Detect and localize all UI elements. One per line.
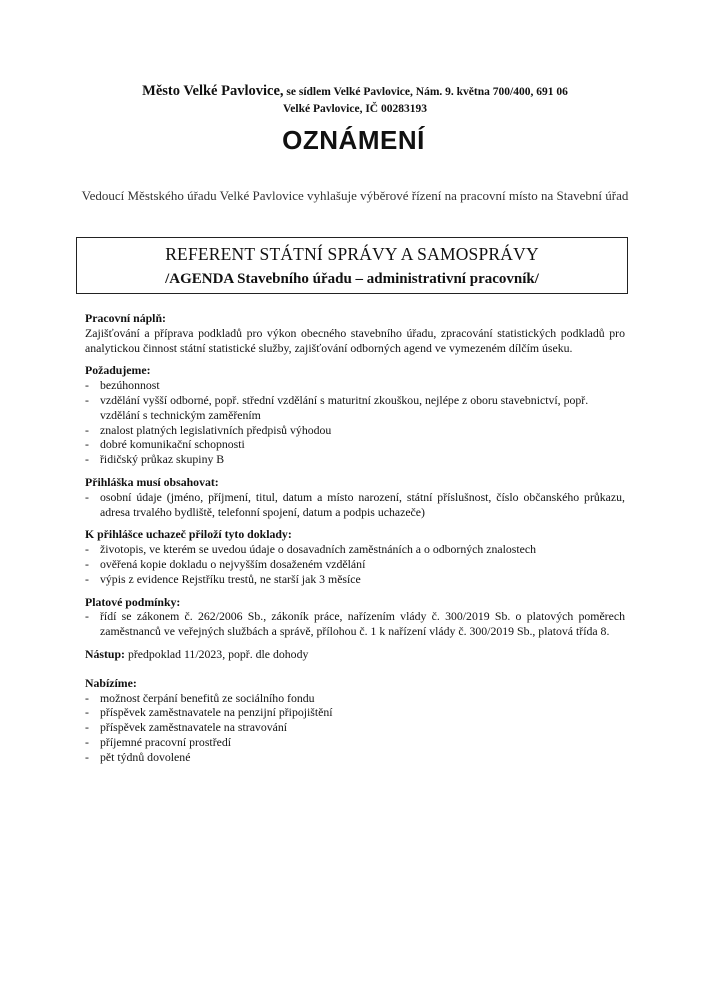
header-address: se sídlem Velké Pavlovice, Nám. 9. května 700/400, 691 06 bbox=[283, 86, 568, 98]
section-nastup bbox=[85, 647, 625, 662]
salary-list bbox=[85, 609, 625, 639]
requirements-list bbox=[85, 378, 625, 467]
intro-text: Vedoucí Městského úřadu Velké Pavlovice vyhlašuje výběrové řízení na pracovní místo na Stavební úřad bbox=[81, 188, 629, 203]
position-title: REFERENT STÁTNÍ SPRÁVY A SAMOSPRÁVY bbox=[165, 244, 539, 264]
section-heading: Pracovní náplň: bbox=[85, 311, 166, 325]
page-title: OZNÁMENÍ bbox=[282, 125, 425, 155]
content bbox=[85, 311, 625, 773]
list-item: - řidičský průkaz skupiny B bbox=[85, 452, 625, 467]
list-item: - příspěvek zaměstnavatele na penzijní připojištění bbox=[85, 705, 625, 720]
section-heading: K přihlášce uchazeč přiloží tyto doklady: bbox=[85, 527, 292, 542]
section-doklady bbox=[85, 527, 625, 586]
list-item: - osobní údaje (jméno, příjmení, titul, datum a místo narození, státní příslušnost, číslo občanského průkazu, adresa trvalého bydliště, telefonní spojení, datum a podpis uchazeče) bbox=[85, 490, 625, 520]
list-item: - příspěvek zaměstnavatele na stravování bbox=[85, 720, 625, 735]
position-subtitle: /AGENDA Stavebního úřadu – administrativní pracovník/ bbox=[165, 271, 539, 287]
documents-list bbox=[85, 542, 625, 586]
header-line-1 bbox=[60, 84, 650, 100]
list-item: - znalost platných legislativních předpisů výhodou bbox=[85, 423, 625, 438]
list-item: - možnost čerpání benefitů ze sociálního fondu bbox=[85, 691, 625, 706]
list-item: - vzdělání vyšší odborné, popř. střední vzdělání s maturitní zkouškou, nejlépe z oboru stavebnictví, popř. vzdělání s technickým zaměřením bbox=[85, 393, 625, 423]
start-text: předpoklad 11/2023, popř. dle dohody bbox=[125, 646, 309, 661]
list-item: - ověřená kopie dokladu o nejvyšším dosaženém vzdělání bbox=[85, 557, 625, 572]
section-heading: Přihláška musí obsahovat: bbox=[85, 474, 219, 489]
section-heading: Platové podmínky: bbox=[85, 594, 181, 609]
list-item: - životopis, ve kterém se uvedou údaje o dosavadních zaměstnáních a o odborných znalostech bbox=[85, 542, 625, 557]
application-list bbox=[85, 490, 625, 520]
list-item: - pět týdnů dovolené bbox=[85, 750, 625, 765]
start-label: Nástup: bbox=[85, 646, 125, 661]
section-pozadujeme bbox=[85, 363, 625, 467]
position-box bbox=[76, 237, 628, 294]
section-napln bbox=[85, 311, 625, 355]
list-item: - příjemné pracovní prostředí bbox=[85, 735, 625, 750]
section-heading: Požadujeme: bbox=[85, 363, 151, 378]
benefits-list bbox=[85, 691, 625, 765]
list-item: - dobré komunikační schopnosti bbox=[85, 437, 625, 452]
section-text: Zajišťování a příprava podkladů pro výkon obecného stavebního úřadu, zpracování statistických podkladů pro analytickou činnost státní statistické služby, zajišťování odborných agend ve vymezeném dílčím úseku. bbox=[85, 325, 625, 355]
city-name: Město Velké Pavlovice, bbox=[142, 83, 284, 99]
section-prihlaska bbox=[85, 475, 625, 519]
list-item: - řídí se zákonem č. 262/2006 Sb., zákoník práce, nařízením vlády č. 300/2019 Sb. o platových poměrech zaměstnanců ve veřejných službách a správě, přílohou č. 1 k nařízení vlády č. 300/2019 Sb., platová třída 8. bbox=[85, 609, 625, 639]
list-item: - výpis z evidence Rejstříku trestů, ne starší jak 3 měsíce bbox=[85, 572, 625, 587]
section-platove bbox=[85, 595, 625, 639]
header-line-2: Velké Pavlovice, IČ 00283193 bbox=[283, 103, 427, 115]
list-item: - bezúhonnost bbox=[85, 378, 625, 393]
section-nabizime bbox=[85, 676, 625, 765]
header bbox=[60, 84, 650, 117]
section-heading: Nabízíme: bbox=[85, 675, 137, 690]
